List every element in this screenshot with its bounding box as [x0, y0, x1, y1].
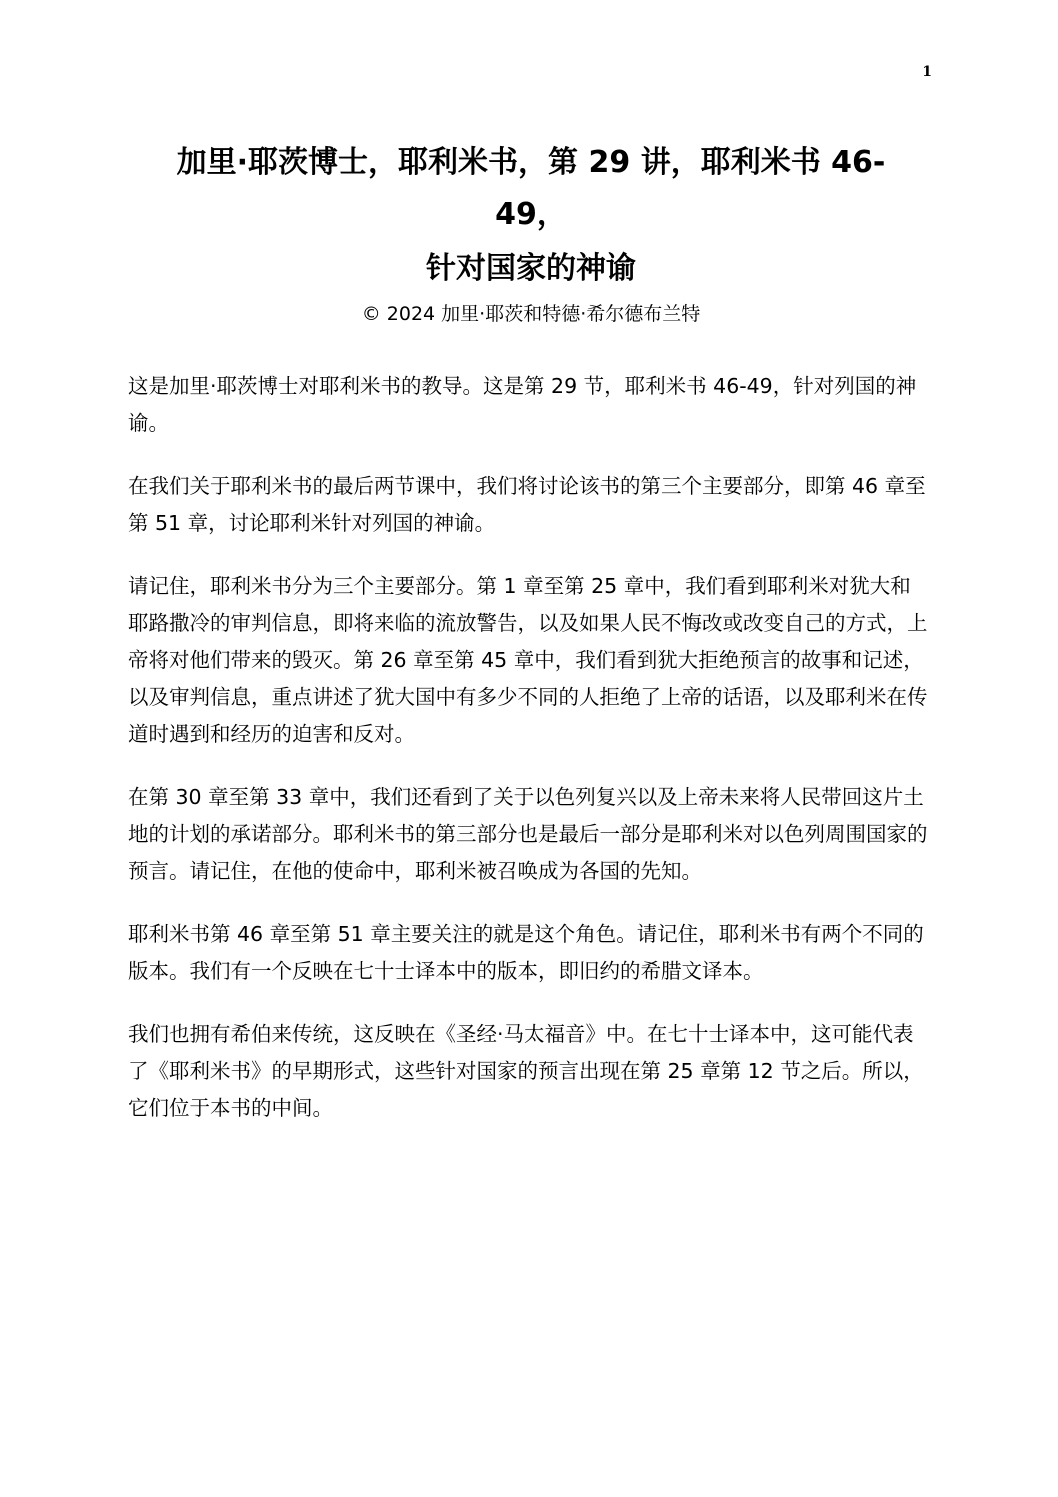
title-line-3: 针对国家的神谕: [426, 251, 636, 286]
title-line-1: 加里·耶茨博士，耶利米书，第 29 讲，耶利米书 46-: [176, 145, 886, 180]
paragraph-4: 在第 30 章至第 33 章中，我们还看到了关于以色列复兴以及上帝未来将人民带回这片土地的计划的承诺部分。耶利米书的第三部分也是最后一部分是耶利米对以色列周围国家的预言。请记住，在他的使命中，耶利米被召唤成为各国的先知。: [128, 785, 928, 883]
paragraph-2: 在我们关于耶利米书的最后两节课中，我们将讨论该书的第三个主要部分，即第 46 章至第 51 章，讨论耶利米针对列国的神谕。: [128, 474, 926, 535]
paragraph-6: 我们也拥有希伯来传统，这反映在《圣经·马太福音》中。在七十士译本中，这可能代表了《耶利米书》的早期形式，这些针对国家的预言出现在第 25 章第 12 节之后。所以，它们位于本书的中间。: [128, 1022, 924, 1120]
title-block: [126, 136, 936, 330]
paragraph-3: 请记住，耶利米书分为三个主要部分。第 1 章至第 25 章中，我们看到耶利米对犹大和耶路撒冷的审判信息，即将来临的流放警告，以及如果人民不悔改或改变自己的方式，上帝将对他们带来的毁灭。第 26 章至第 45 章中，我们看到犹大拒绝预言的故事和记述，以及审判信息，重点讲述了犹大国中有多少不同的人拒绝了上帝的话语，以及耶利米在传道时遇到和经历的迫害和反对。: [128, 574, 928, 746]
page-number: 1: [922, 64, 932, 80]
title-line-2: 49，: [495, 197, 567, 232]
paragraph-5: 耶利米书第 46 章至第 51 章主要关注的就是这个角色。请记住，耶利米书有两个不同的版本。我们有一个反映在七十士译本中的版本，即旧约的希腊文译本。: [128, 922, 924, 983]
body-text: [128, 368, 928, 1153]
copyright-line: © 2024 加里·耶茨和特德·希尔德布兰特: [361, 303, 701, 325]
paragraph-1: 这是加里·耶茨博士对耶利米书的教导。这是第 29 节，耶利米书 46-49，针对列国的神谕。: [128, 374, 917, 435]
